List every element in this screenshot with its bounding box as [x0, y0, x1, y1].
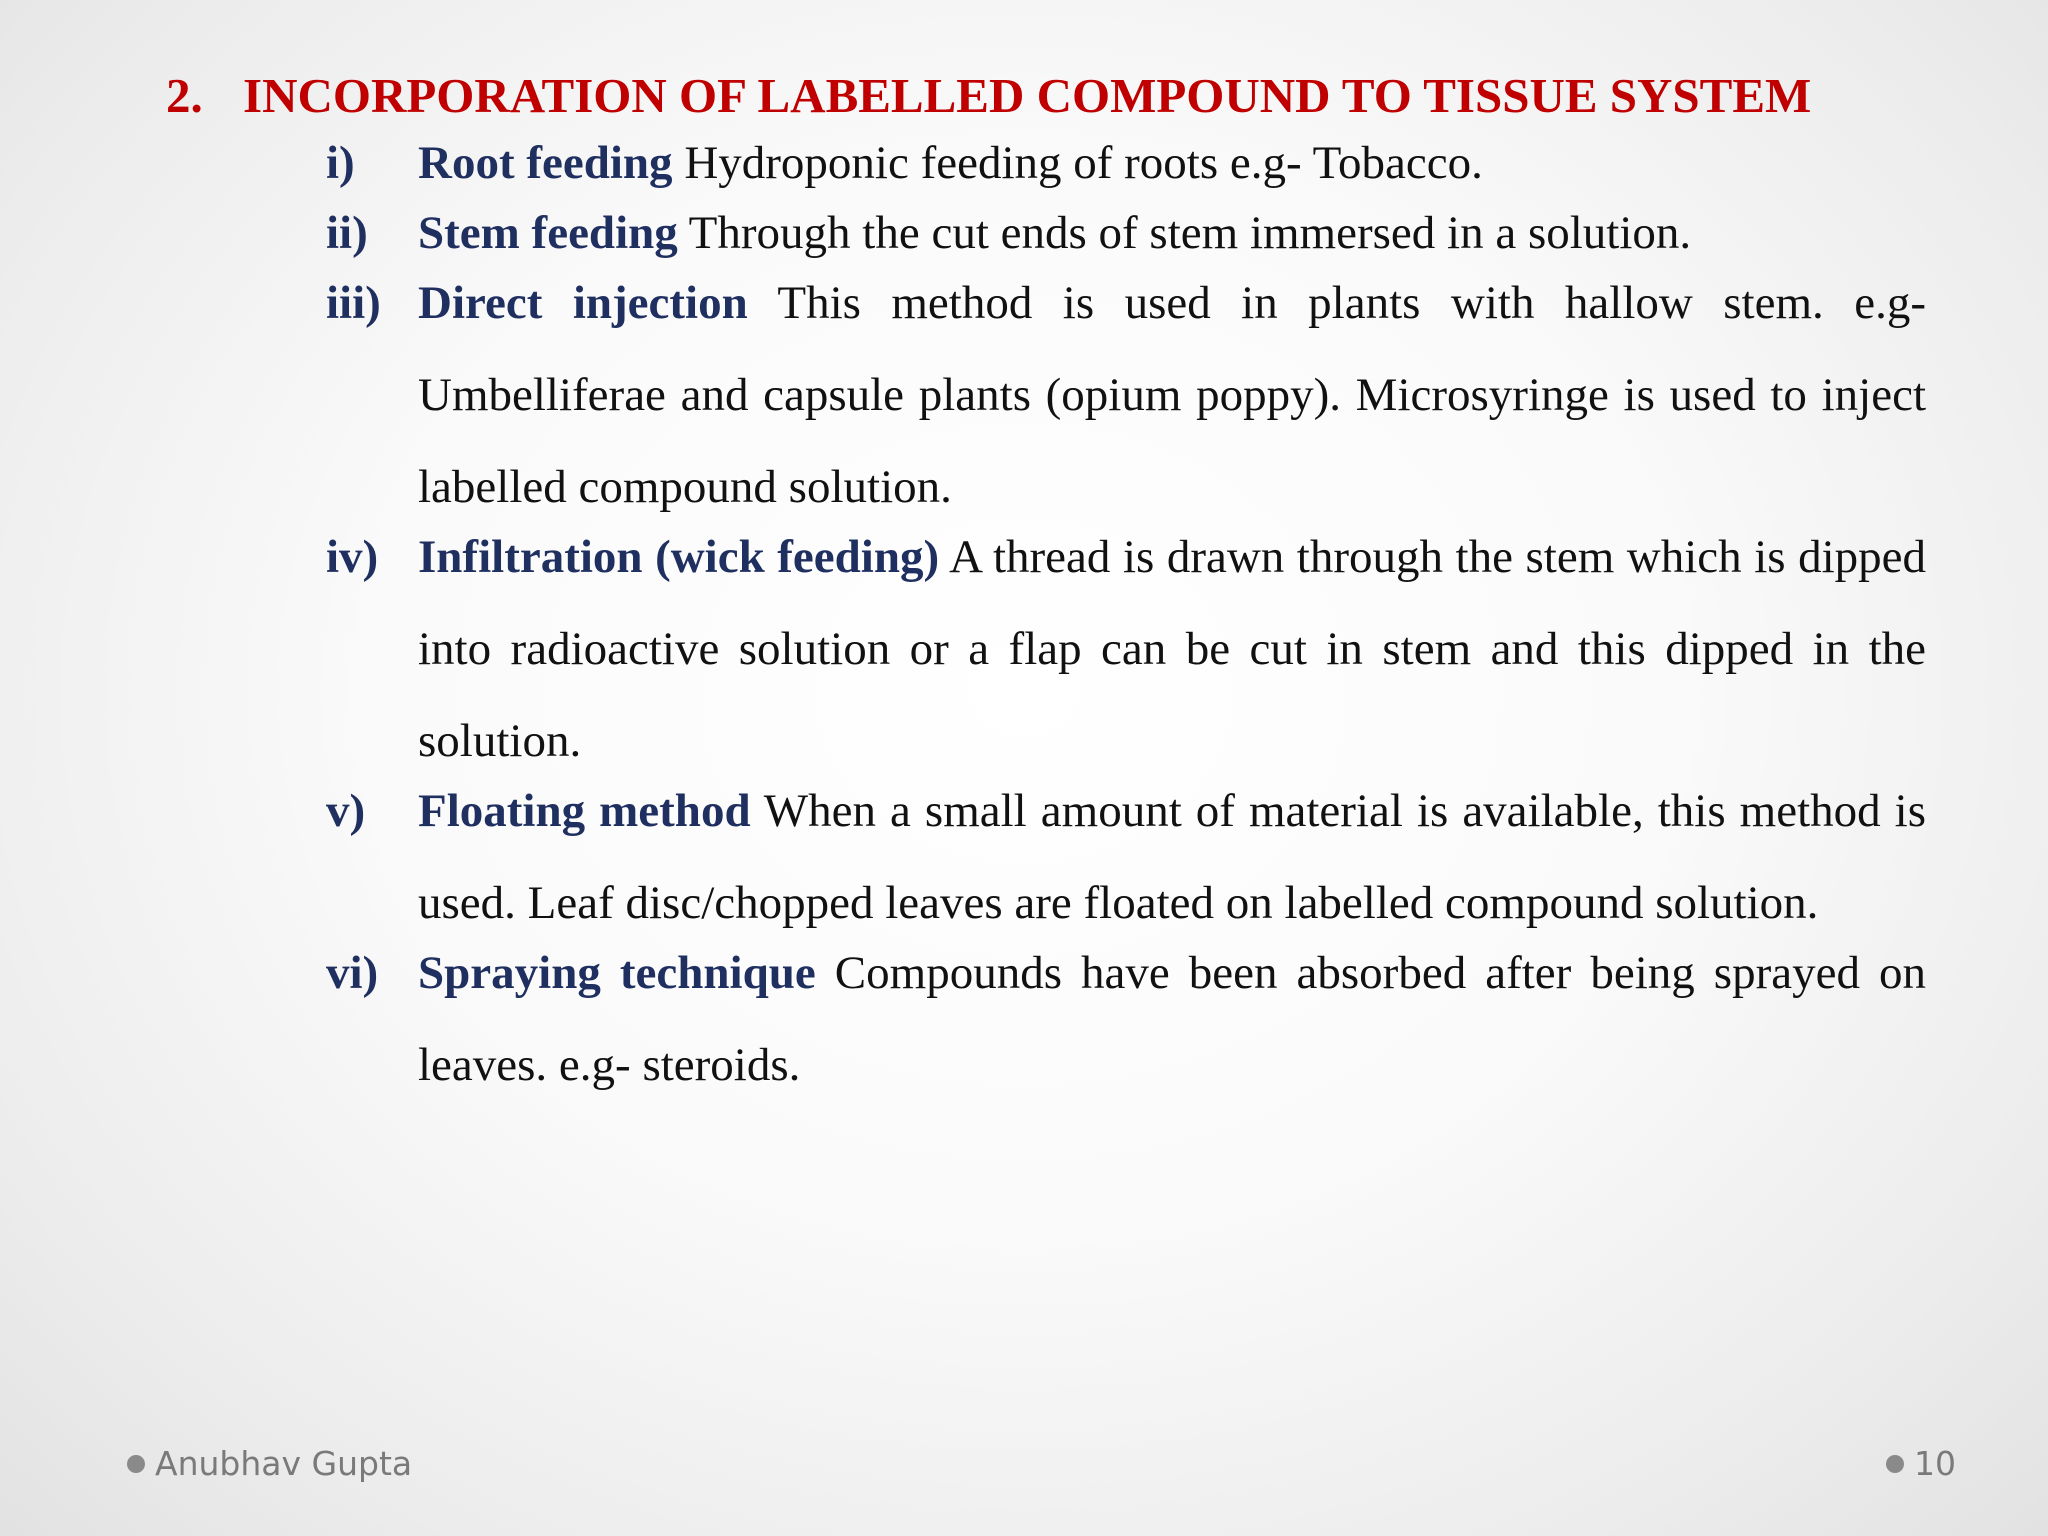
item-term: Direct injection	[418, 277, 748, 329]
list-item	[326, 533, 1926, 787]
item-text-block	[418, 257, 1926, 533]
item-marker: iv)	[326, 531, 379, 583]
item-marker: vi)	[326, 947, 379, 999]
item-description: Compounds have been absorbed after being sprayed on leaves. e.g- steroids.	[418, 947, 1927, 1091]
bullet-dot-icon	[127, 1455, 145, 1473]
item-term: Infiltration (wick feeding)	[418, 531, 940, 583]
item-description: A thread is drawn through the stem which is dipped into radioactive solution or a flap can be cut in stem and this dipped in the solution.	[418, 531, 1926, 767]
footer-page-number	[1886, 1444, 1956, 1483]
item-marker: iii)	[326, 277, 381, 329]
feeding-methods-list	[326, 139, 1926, 1111]
item-description: This method is used in plants with hallow stem. e.g- Umbelliferae and capsule plants (opium poppy). Microsyringe is used to inject labelled compound solution.	[418, 277, 1926, 513]
item-term: Root feeding	[418, 137, 673, 189]
item-term: Stem feeding	[418, 207, 678, 259]
page-number: 10	[1914, 1444, 1956, 1483]
title-number: 2.	[166, 68, 203, 123]
title-text: INCORPORATION OF LABELLED COMPOUND TO TISSUE SYSTEM	[243, 68, 1812, 123]
item-text-block	[418, 765, 1926, 949]
list-item	[326, 949, 1926, 1111]
item-text-block	[418, 927, 1926, 1111]
bullet-dot-icon	[1886, 1455, 1904, 1473]
item-marker: ii)	[326, 207, 368, 259]
list-item	[326, 787, 1926, 949]
item-term: Spraying technique	[418, 947, 816, 999]
item-marker: v)	[326, 785, 366, 837]
footer-author	[127, 1444, 412, 1483]
item-text-block	[418, 511, 1926, 787]
item-description: Through the cut ends of stem immersed in a solution.	[688, 207, 1692, 259]
author-name: Anubhav Gupta	[155, 1444, 413, 1483]
item-description: Hydroponic feeding of roots e.g- Tobacco.	[684, 137, 1483, 189]
list-item	[326, 279, 1926, 533]
item-description: When a small amount of material is available, this method is used. Leaf disc/chopped leaves are floated on labelled compound solution.	[418, 785, 1927, 929]
item-marker: i)	[326, 137, 355, 189]
item-term: Floating method	[418, 785, 751, 837]
